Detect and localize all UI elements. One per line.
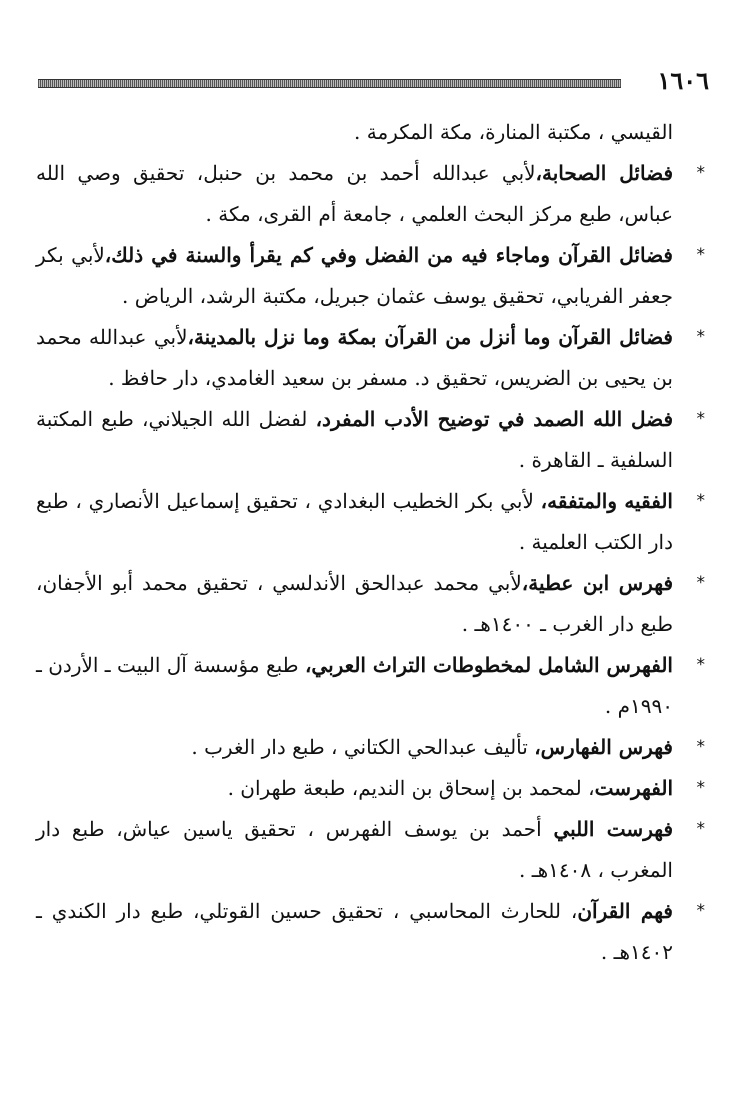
entry-text: تأليف عبدالحي الكتاني ، طبع دار الغرب . — [191, 735, 535, 759]
entry-text: القيسي ، مكتبة المنارة، مكة المكرمة . — [354, 120, 673, 144]
entry-text: لأبي بكر جعفر الفريابي، تحقيق يوسف عثمان جبريل، مكتبة الرشد، الرياض . — [36, 243, 673, 308]
bibliography-entry — [36, 153, 709, 235]
bibliography-entry — [36, 891, 709, 973]
bibliography-list — [36, 112, 709, 973]
entry-title: فضائل الصحابة، — [535, 161, 673, 185]
entry-title: فهرس الفهارس، — [534, 735, 673, 759]
entry-title: فضائل القرآن وما أنزل من القرآن بمكة وما نزل بالمدينة، — [187, 325, 673, 349]
bibliography-entry — [36, 317, 709, 399]
page-number: ١٦٠٦ — [657, 66, 709, 95]
header-rule — [38, 79, 621, 88]
asterisk-bullet-icon: * — [696, 655, 705, 675]
asterisk-bullet-icon: * — [696, 491, 705, 511]
entry-title: الفهرس الشامل لمخطوطات التراث العربي، — [304, 653, 673, 677]
entry-text: أحمد بن يوسف الفهرس ، تحقيق ياسين عياش، طبع دار المغرب ، ١٤٠٨هـ . — [36, 817, 673, 882]
entry-text: ، لمحمد بن إسحاق بن النديم، طبعة طهران . — [227, 776, 595, 800]
entry-text: طبع مؤسسة آل البيت ـ الأردن ـ ١٩٩٠م . — [36, 653, 673, 718]
entry-title: الفقيه والمتفقه، — [540, 489, 673, 513]
asterisk-bullet-icon: * — [696, 819, 705, 839]
entry-title: فهرست اللبي — [553, 817, 674, 841]
entry-text: لأبي محمد عبدالحق الأندلسي ، تحقيق محمد أبو الأجفان، طبع دار الغرب ـ ١٤٠٠هـ . — [36, 571, 673, 636]
asterisk-bullet-icon: * — [696, 901, 705, 921]
bibliography-entry — [36, 235, 709, 317]
bibliography-entry — [36, 768, 709, 809]
entry-text: لأبي بكر الخطيب البغدادي ، تحقيق إسماعيل الأنصاري ، طبع دار الكتب العلمية . — [36, 489, 673, 554]
asterisk-bullet-icon: * — [696, 327, 705, 347]
entry-text: لأبي عبدالله محمد بن يحيى بن الضريس، تحقيق د. مسفر بن سعيد الغامدي، دار حافظ . — [36, 325, 673, 390]
entry-title: فضل الله الصمد في توضيح الأدب المفرد، — [315, 407, 673, 431]
bibliography-entry — [36, 809, 709, 891]
asterisk-bullet-icon: * — [696, 409, 705, 429]
entry-title: فهرس ابن عطية، — [521, 571, 674, 595]
asterisk-bullet-icon: * — [696, 573, 705, 593]
asterisk-bullet-icon: * — [696, 778, 705, 798]
entry-text: ، للحارث المحاسبي ، تحقيق حسين القوتلي، طبع دار الكندي ـ ١٤٠٢هـ . — [36, 899, 673, 964]
bibliography-entry — [36, 399, 709, 481]
asterisk-bullet-icon: * — [696, 245, 705, 265]
bibliography-entry — [36, 645, 709, 727]
entry-text: لأبي عبدالله أحمد بن محمد بن حنبل، تحقيق وصي الله عباس، طبع مركز البحث العلمي ، جامعة أم القرى، مكة . — [36, 161, 673, 226]
entry-text: لفضل الله الجيلاني، طبع المكتبة السلفية ـ القاهرة . — [36, 407, 673, 472]
bibliography-entry — [36, 481, 709, 563]
entry-title: الفهرست — [594, 776, 673, 800]
entry-title: فهم القرآن — [577, 899, 673, 923]
asterisk-bullet-icon: * — [696, 737, 705, 757]
bibliography-entry — [36, 727, 709, 768]
bibliography-entry — [36, 563, 709, 645]
asterisk-bullet-icon: * — [696, 163, 705, 183]
entry-title: فضائل القرآن وماجاء فيه من الفضل وفي كم يقرأ والسنة في ذلك، — [104, 243, 673, 267]
page-header — [38, 66, 709, 102]
bibliography-entry-continuation — [36, 112, 709, 153]
